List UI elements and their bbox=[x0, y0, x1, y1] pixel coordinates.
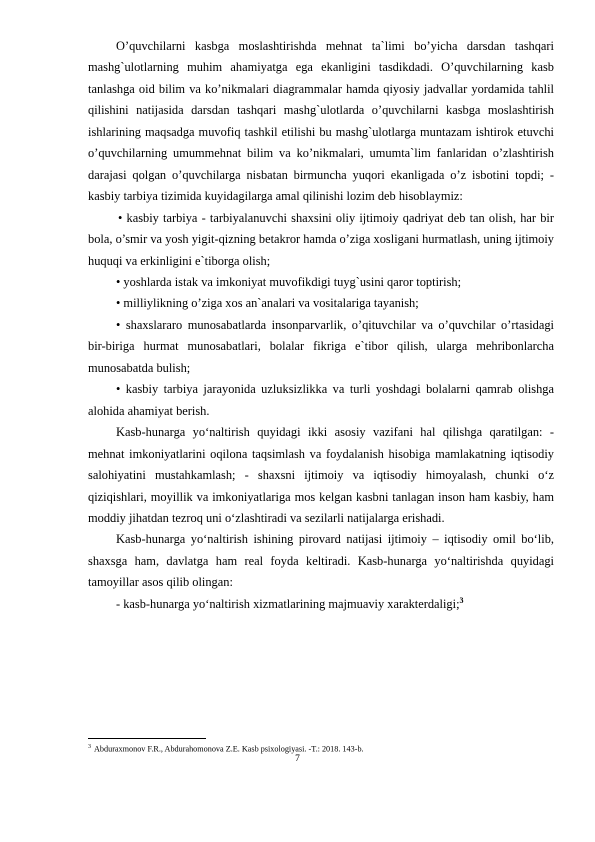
footnote bbox=[88, 742, 364, 755]
document-body bbox=[88, 36, 554, 615]
paragraph-4: • milliylikning o’ziga xos an`analari va vositalariga tayanish; bbox=[116, 296, 419, 311]
paragraph-3: • yoshlarda istak va imkoniyat muvofikdigi tuyg`usini qaror toptirish; bbox=[116, 274, 462, 289]
paragraph-7: Kasb-hunarga yo‘naltirish quyidagi ikki asosiy vazifani hal qilishga qaratilgan: - mehnat imkoniyatlarini oqilona taqsimlash va foydalanish hisobiga mamlakatning iqtisodiy salohiyatini mustahkamlash; - shaxsni ijtimoiy va iqtisodiy himoyalash, chunki o‘z qiziqishlari, moyillik va imkoniyatlariga mos kelgan kasbni tanlagan inson ham kasbiy, ham moddiy jihatdan tezroq uni o‘zlashtiradi va sezilarli natijalarga erishadi. bbox=[88, 425, 554, 525]
paragraph-6: • kasbiy tarbiya jarayonida uzluksizlikka va turli yoshdagi bolalarni qamrab olishga alohida ahamiyat berish. bbox=[88, 382, 554, 418]
paragraph-9-text: - kasb-hunarga yo‘naltirish xizmatlarining majmuaviy xarakterdaligi; bbox=[116, 596, 460, 611]
footnote-divider bbox=[88, 738, 206, 739]
footnote-reference[interactable]: 3 bbox=[459, 595, 464, 605]
paragraph-9 bbox=[88, 594, 554, 615]
footnote-text: Abduraxmonov F.R., Abdurahomonova Z.E. Kasb psixologiyasi. -T.: 2018. 143-b. bbox=[94, 744, 364, 754]
page-number: 7 bbox=[295, 754, 300, 764]
footnote-number: 3 bbox=[88, 744, 91, 750]
paragraph-2: • kasbiy tarbiya - tarbiyalanuvchi shaxsini oliy ijtimoiy qadriyat deb tan olish, har bir bola, o’smir va yosh yigit-qizning betakror hamda o’ziga xosligani hurmatlash, uning ijtimoiy huquqi va erkinligini e`tiborga olish; bbox=[88, 210, 554, 268]
paragraph-5: • shaxslararo munosabatlarda insonparvarlik, o’qituvchilar va o’quvchilar o’rtasidagi bir-biriga hurmat munosabatlari, bolalar fikriga e`tibor qilish, ularga mehribonlarcha munosabatda bulish; bbox=[88, 317, 554, 375]
paragraph-8: Kasb-hunarga yo‘naltirish ishining pirovard natijasi ijtimoiy – iqtisodiy omil bo‘lib, shaxsga ham, davlatga ham real foyda keltiradi. Kasb-hunarga yo‘naltirishda quyidagi tamoyillar asos qilib olingan: bbox=[88, 532, 554, 590]
paragraph-1: O’quvchilarni kasbga moslashtirishda mehnat ta`limi bo’yicha darsdan tashqari mashg`ulotlarning muhim ahamiyatga ega ekanligini tasdikdadi. O’quvchilarning kasb tanlashga oid bilim va ko’nikmalari diagrammalar hamda qiyosiy jadvallar yordamida tahlil qilishini natijasida darsdan tashqari mashg`ulotlarda o’quvchilarni kasbga moslashtirish ishlarining maqsadga muvofiq tashkil etilishi bu mashg`ulotlarga muntazam ishtirok etuvchi o’quvchilarning umummehnat bilim va ko’nikmalari, umumta`lim fanlaridan o’zlashtirish darajasi qolgan o’quvchilarga nisbatan birmuncha yuqori ekanligada o’z isbotini topdi; - kasbiy tarbiya tizimida kuyidagilarga amal qilinishi lozim deb hisoblaymiz: bbox=[88, 39, 554, 204]
